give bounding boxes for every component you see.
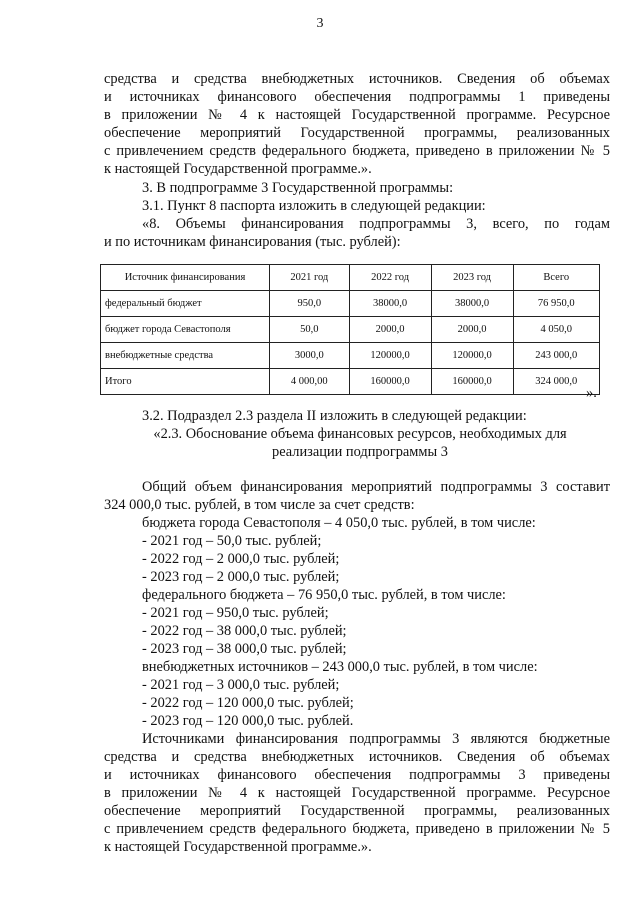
table-cell: 3000,0 bbox=[270, 343, 350, 369]
table-row bbox=[101, 291, 600, 317]
list-item: - 2021 год – 950,0 тыс. рублей; bbox=[142, 605, 329, 621]
top-paragraph-line: к настоящей Государственной программе.». bbox=[104, 161, 372, 177]
list-item: - 2021 год – 50,0 тыс. рублей; bbox=[142, 533, 322, 549]
list-item: бюджета города Севастополя – 4 050,0 тыс. рублей, в том числе: bbox=[142, 515, 536, 531]
list-item: - 2022 год – 2 000,0 тыс. рублей; bbox=[142, 551, 340, 567]
bottom-paragraph-line: с привлечением средств федерального бюджета, приведено в приложении № 5 bbox=[104, 821, 610, 837]
table-cell: 4 000,00 bbox=[270, 369, 350, 395]
list-item: федерального бюджета – 76 950,0 тыс. рублей, в том числе: bbox=[142, 587, 506, 603]
table-row bbox=[101, 317, 600, 343]
list-item: - 2023 год – 2 000,0 тыс. рублей; bbox=[142, 569, 340, 585]
table-header-cell: 2022 год bbox=[349, 265, 431, 291]
table-cell: 2000,0 bbox=[431, 317, 513, 343]
table-cell: 243 000,0 bbox=[513, 343, 599, 369]
table-cell: 120000,0 bbox=[431, 343, 513, 369]
section-title-line: «2.3. Обоснование объема финансовых ресурсов, необходимых для bbox=[153, 426, 567, 442]
table-cell: 324 000,0 bbox=[513, 369, 599, 395]
item-3-2-heading: 3.2. Подраздел 2.3 раздела II изложить в следующей редакции: bbox=[142, 408, 527, 424]
table-header-cell: Всего bbox=[513, 265, 599, 291]
list-item: - 2022 год – 38 000,0 тыс. рублей; bbox=[142, 623, 347, 639]
item-3-1-heading: 3.1. Пункт 8 паспорта изложить в следующей редакции: bbox=[142, 198, 486, 214]
table-header-cell: 2021 год bbox=[270, 265, 350, 291]
top-paragraph-line: обеспечение мероприятий Государственной программы, реализованных bbox=[104, 125, 610, 141]
table-header-row bbox=[101, 265, 600, 291]
table-closing-quote: ». bbox=[586, 385, 597, 401]
list-item: - 2022 год – 120 000,0 тыс. рублей; bbox=[142, 695, 354, 711]
list-item: - 2023 год – 38 000,0 тыс. рублей; bbox=[142, 641, 347, 657]
table-header-cell: Источник финансирования bbox=[101, 265, 270, 291]
bottom-paragraph-line: в приложении № 4 к настоящей Государственной программе. Ресурсное bbox=[104, 785, 610, 801]
list-item: внебюджетных источников – 243 000,0 тыс. рублей, в том числе: bbox=[142, 659, 538, 675]
table-cell: 50,0 bbox=[270, 317, 350, 343]
total-line: 324 000,0 тыс. рублей, в том числе за счет средств: bbox=[104, 497, 415, 513]
item-8-line: «8. Объемы финансирования подпрограммы 3, всего, по годам bbox=[142, 216, 610, 232]
funding-table bbox=[100, 264, 600, 395]
bottom-paragraph-line: Источниками финансирования подпрограммы 3 являются бюджетные bbox=[142, 731, 610, 747]
page-number: 3 bbox=[316, 16, 324, 31]
top-paragraph-line: с привлечением средств федерального бюджета, приведено в приложении № 5 bbox=[104, 143, 610, 159]
table-cell: Итого bbox=[101, 369, 270, 395]
top-paragraph-line: и источниках финансового обеспечения подпрограммы 1 приведены bbox=[104, 89, 610, 105]
bottom-paragraph-line: к настоящей Государственной программе.». bbox=[104, 839, 372, 855]
table-row bbox=[101, 343, 600, 369]
item-3-heading: 3. В подпрограмме 3 Государственной программы: bbox=[142, 180, 454, 196]
table-cell: 950,0 bbox=[270, 291, 350, 317]
table-cell: 160000,0 bbox=[431, 369, 513, 395]
table-cell: 38000,0 bbox=[349, 291, 431, 317]
table-cell: федеральный бюджет bbox=[101, 291, 270, 317]
table-cell: бюджет города Севастополя bbox=[101, 317, 270, 343]
top-paragraph-line: средства и средства внебюджетных источников. Сведения об объемах bbox=[104, 71, 610, 87]
list-item: - 2023 год – 120 000,0 тыс. рублей. bbox=[142, 713, 354, 729]
bottom-paragraph-line: средства и средства внебюджетных источников. Сведения об объемах bbox=[104, 749, 610, 765]
total-line: Общий объем финансирования мероприятий подпрограммы 3 составит bbox=[142, 479, 610, 495]
table-row bbox=[101, 369, 600, 395]
table-cell: 4 050,0 bbox=[513, 317, 599, 343]
section-title-line: реализации подпрограммы 3 bbox=[272, 444, 448, 460]
table-cell: 160000,0 bbox=[349, 369, 431, 395]
bottom-paragraph-line: и источниках финансового обеспечения подпрограммы 3 приведены bbox=[104, 767, 610, 783]
top-paragraph-line: в приложении № 4 к настоящей Государственной программе. Ресурсное bbox=[104, 107, 610, 123]
table-cell: 120000,0 bbox=[349, 343, 431, 369]
table-cell: 38000,0 bbox=[431, 291, 513, 317]
table-cell: 76 950,0 bbox=[513, 291, 599, 317]
item-8-line: и по источникам финансирования (тыс. рублей): bbox=[104, 234, 401, 250]
table-cell: 2000,0 bbox=[349, 317, 431, 343]
table-header-cell: 2023 год bbox=[431, 265, 513, 291]
bottom-paragraph-line: обеспечение мероприятий Государственной программы, реализованных bbox=[104, 803, 610, 819]
table-cell: внебюджетные средства bbox=[101, 343, 270, 369]
list-item: - 2021 год – 3 000,0 тыс. рублей; bbox=[142, 677, 340, 693]
